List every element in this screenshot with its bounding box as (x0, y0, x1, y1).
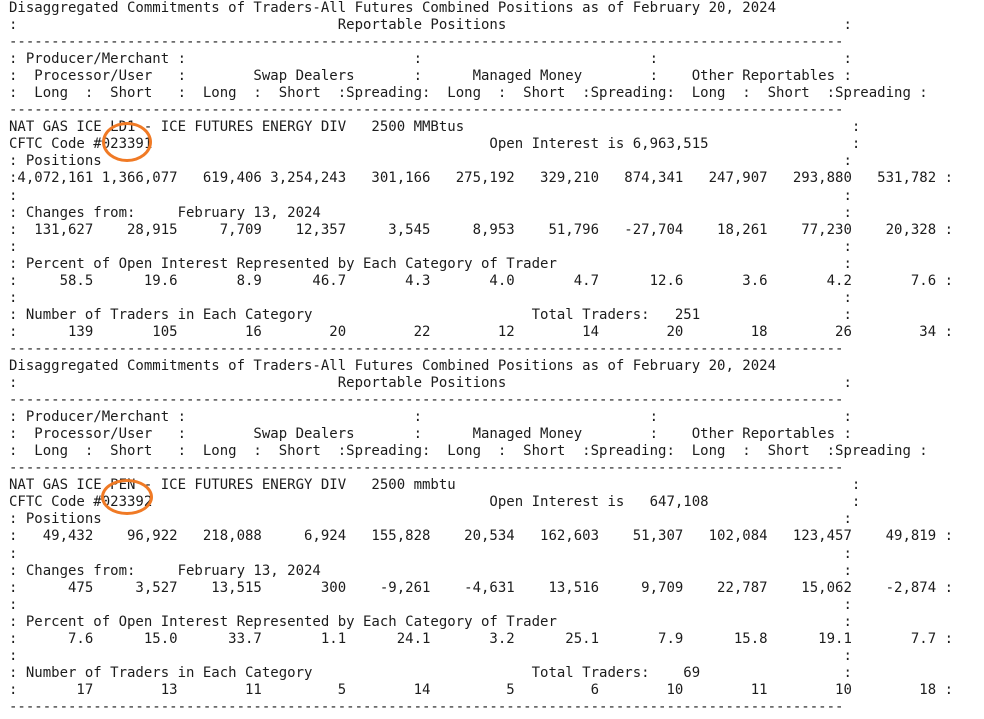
column-header-row: : Long : Short : Long : Short :Spreading: Long : Short :Spreading: Long : Short :Spreading : (9, 85, 928, 102)
column-header-row: : Long : Short : Long : Short :Spreading: Long : Short :Spreading: Long : Short :Spreading : (9, 443, 928, 460)
spacer-row: : : (9, 238, 852, 255)
cftc-code-open-interest: CFTC Code #023391 Open Interest is 6,963,515 : (9, 136, 861, 153)
cftc-code-open-interest: CFTC Code #023392 Open Interest is 647,108 : (9, 494, 861, 511)
section-label-changes: : Changes from: February 13, 2024 : (9, 562, 852, 579)
percent-row: : 58.5 19.6 8.9 46.7 4.3 4.0 4.7 12.6 3.6 4.2 7.6 : (9, 272, 954, 289)
column-header-row: : Processor/User : Swap Dealers : Managed Money : Other Reportables : (9, 426, 852, 443)
section-label-positions: : Positions : (9, 511, 852, 528)
section-label-percent: : Percent of Open Interest Represented by Each Category of Trader : (9, 613, 852, 630)
report-title: Disaggregated Commitments of Traders-All Futures Combined Positions as of February 20, 2024 (9, 0, 777, 16)
reportable-positions-header: : Reportable Positions : (9, 17, 852, 34)
divider: --------------------------------------------------------------------------------------------------- (9, 392, 844, 409)
changes-row: : 131,627 28,915 7,709 12,357 3,545 8,953 51,796 -27,704 18,261 77,230 20,328 : (9, 221, 954, 238)
section-label-changes: : Changes from: February 13, 2024 : (9, 204, 852, 221)
divider: --------------------------------------------------------------------------------------------------- (9, 102, 844, 119)
divider: --------------------------------------------------------------------------------------------------- (9, 34, 844, 51)
section-label-traders: : Number of Traders in Each Category Total Traders: 69 : (9, 664, 852, 681)
traders-row: : 139 105 16 20 22 12 14 20 18 26 34 : (9, 323, 954, 340)
section-label-traders: : Number of Traders in Each Category Total Traders: 251 : (9, 306, 852, 323)
spacer-row: : : (9, 647, 852, 664)
spacer-row: : : (9, 289, 852, 306)
traders-row: : 17 13 11 5 14 5 6 10 11 10 18 : (9, 681, 954, 698)
divider: --------------------------------------------------------------------------------------------------- (9, 698, 844, 715)
section-label-positions: : Positions : (9, 153, 852, 170)
column-header-row: : Producer/Merchant : : : : (9, 409, 852, 426)
report-title: Disaggregated Commitments of Traders-All Futures Combined Positions as of February 20, 2024 (9, 357, 777, 374)
contract-name: NAT GAS ICE PEN - ICE FUTURES ENERGY DIV 2500 mmbtu : (9, 477, 861, 494)
spacer-row: : : (9, 596, 852, 613)
column-header-row: : Processor/User : Swap Dealers : Managed Money : Other Reportables : (9, 68, 852, 85)
positions-row: :4,072,161 1,366,077 619,406 3,254,243 301,166 275,192 329,210 874,341 247,907 293,880 531,782 : (9, 170, 954, 187)
column-header-row: : Producer/Merchant : : : : (9, 51, 852, 68)
reportable-positions-header: : Reportable Positions : (9, 375, 852, 392)
spacer-row: : : (9, 187, 852, 204)
percent-row: : 7.6 15.0 33.7 1.1 24.1 3.2 25.1 7.9 15.8 19.1 7.7 : (9, 630, 954, 647)
divider: --------------------------------------------------------------------------------------------------- (9, 460, 844, 477)
spacer-row: : : (9, 545, 852, 562)
contract-name: NAT GAS ICE LD1 - ICE FUTURES ENERGY DIV 2500 MMBtus : (9, 119, 861, 136)
changes-row: : 475 3,527 13,515 300 -9,261 -4,631 13,516 9,709 22,787 15,062 -2,874 : (9, 579, 954, 596)
section-label-percent: : Percent of Open Interest Represented by Each Category of Trader : (9, 255, 852, 272)
divider: --------------------------------------------------------------------------------------------------- (9, 340, 844, 357)
positions-row: : 49,432 96,922 218,088 6,924 155,828 20,534 162,603 51,307 102,084 123,457 49,819 : (9, 528, 954, 545)
